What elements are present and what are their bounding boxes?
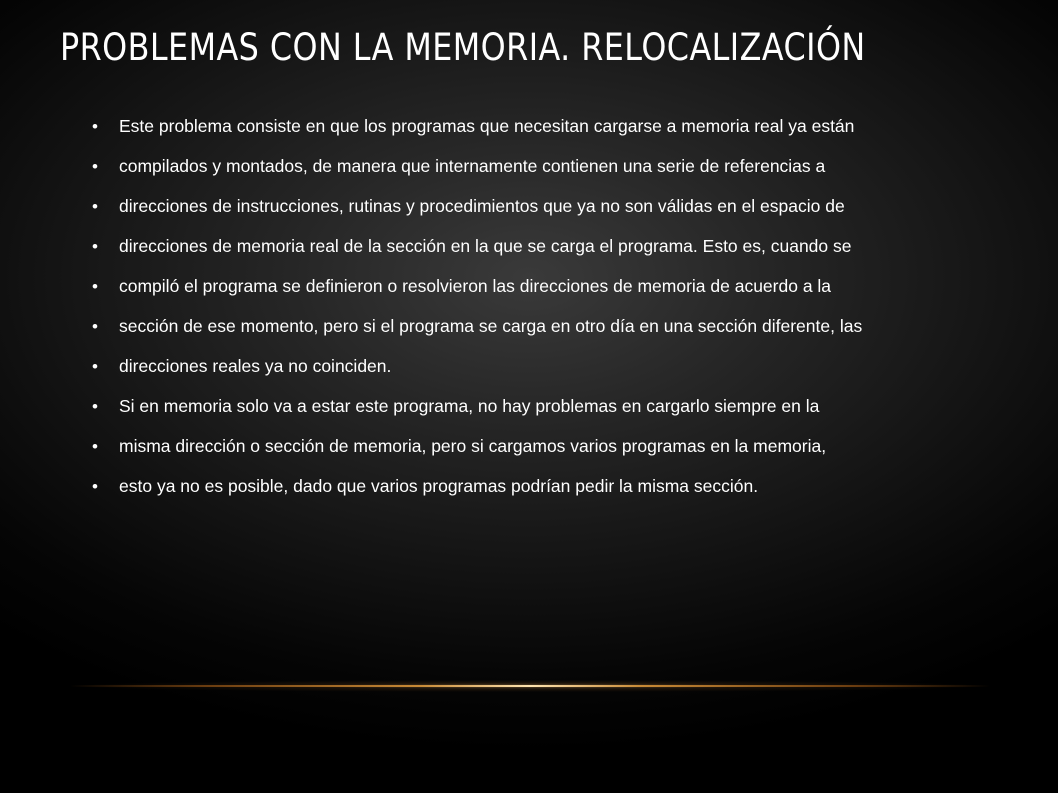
- bullet-item: [88, 234, 968, 259]
- bullet-text: sección de ese momento, pero si el programa se carga en otro día en una sección diferente, las: [119, 316, 863, 336]
- bullet-icon: •: [92, 277, 98, 296]
- bullet-text: direcciones de instrucciones, rutinas y procedimientos que ya no son válidas en el espacio de: [119, 196, 845, 216]
- bullet-item: [88, 434, 968, 459]
- bullet-icon: •: [92, 237, 98, 256]
- bullet-text: compiló el programa se definieron o resolvieron las direcciones de memoria de acuerdo a la: [119, 276, 832, 296]
- bullet-icon: •: [92, 197, 98, 216]
- slide-title: PROBLEMAS CON LA MEMORIA. RELOCALIZACIÓN: [60, 26, 866, 69]
- bullet-item: [88, 154, 968, 179]
- bullet-icon: •: [92, 317, 98, 336]
- bullet-item: [88, 474, 968, 499]
- bullet-item: [88, 314, 968, 339]
- bullet-item: [88, 114, 968, 139]
- bullet-icon: •: [92, 157, 98, 176]
- bullet-item: [88, 274, 968, 299]
- bullet-item: [88, 194, 968, 219]
- bullet-text: direcciones de memoria real de la sección en la que se carga el programa. Esto es, cuando se: [119, 236, 852, 256]
- bullet-text: Si en memoria solo va a estar este programa, no hay problemas en cargarlo siempre en la: [119, 396, 820, 416]
- bullet-item: [88, 394, 968, 419]
- bullet-text: direcciones reales ya no coinciden.: [119, 356, 392, 376]
- bullet-text: misma dirección o sección de memoria, pero si cargamos varios programas en la memoria,: [119, 436, 827, 456]
- bullet-icon: •: [92, 117, 98, 136]
- bullet-icon: •: [92, 477, 98, 496]
- bullet-item: [88, 354, 968, 379]
- bullet-text: Este problema consiste en que los programas que necesitan cargarse a memoria real ya están: [119, 116, 855, 136]
- bullet-icon: •: [92, 357, 98, 376]
- divider-line: [70, 685, 990, 687]
- bullet-icon: •: [92, 437, 98, 456]
- bullet-icon: •: [92, 397, 98, 416]
- bullet-text: esto ya no es posible, dado que varios programas podrían pedir la misma sección.: [119, 476, 759, 496]
- bullet-text: compilados y montados, de manera que internamente contienen una serie de referencias a: [119, 156, 826, 176]
- bullet-list: [88, 114, 968, 514]
